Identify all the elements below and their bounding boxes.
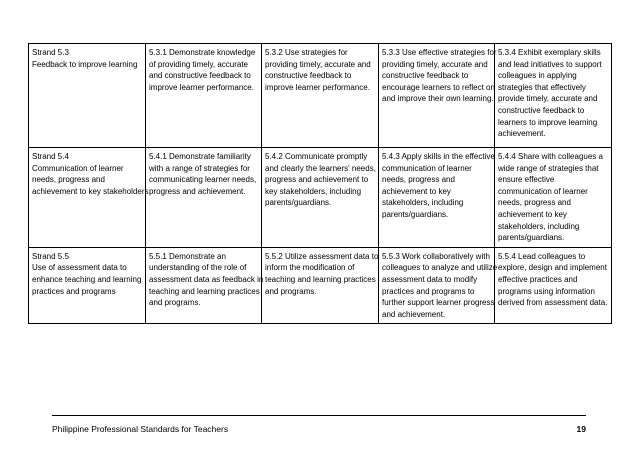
cell-text-line: constructive feedback to bbox=[265, 71, 352, 81]
distinguished-indicator-cell bbox=[495, 148, 612, 248]
cell-text-line: practices and programs bbox=[32, 286, 116, 296]
cell-text-line: Feedback to improve learning bbox=[32, 59, 138, 69]
cell-text-line: 5.5.4 Lead colleagues to bbox=[498, 251, 586, 261]
cell-text-line: with a range of strategies for bbox=[149, 163, 250, 173]
cell-text-line: and lead initiatives to support bbox=[498, 59, 602, 69]
cell-text-line: derived from assessment data. bbox=[498, 298, 608, 308]
distinguished-indicator-cell bbox=[495, 247, 612, 324]
cell-text-line: wide range of strategies that bbox=[498, 163, 599, 173]
cell-text-line: 5.4.1 Demonstrate familiarity bbox=[149, 152, 251, 161]
cell-text-line: of providing timely, accurate bbox=[149, 59, 249, 69]
cell-text-line: understanding of the role of bbox=[149, 263, 247, 273]
cell-text-line: achievement to key stakeholders bbox=[32, 186, 149, 196]
cell-text-line: needs, progress and bbox=[382, 175, 455, 185]
cell-text-line: enhance teaching and learning bbox=[32, 274, 142, 284]
cell-text-line: 5.5.1 Demonstrate an bbox=[149, 251, 226, 261]
cell-text-line: progress and achievement to bbox=[265, 175, 369, 185]
cell-text-line: parents/guardians. bbox=[498, 233, 565, 243]
cell-text-line: assessment data to modify bbox=[382, 274, 478, 284]
cell-text-line: progress and achievement. bbox=[149, 186, 246, 196]
page-footer bbox=[52, 415, 586, 434]
table-row-strand-5-4 bbox=[29, 148, 612, 248]
cell-text-line: assessment data as feedback in bbox=[149, 274, 264, 284]
cell-text-line: Strand 5.3 bbox=[32, 48, 69, 57]
cell-text-line: key stakeholders, including bbox=[265, 186, 362, 196]
cell-text-line: and improve their own learning. bbox=[382, 94, 494, 104]
cell-text-line: and constructive feedback to bbox=[149, 71, 251, 81]
cell-text-line: Use of assessment data to bbox=[32, 263, 127, 273]
cell-text-line: achievement to key bbox=[498, 209, 567, 219]
cell-text-line: constructive feedback to bbox=[498, 105, 585, 115]
cell-text-line: providing timely, accurate and bbox=[382, 59, 488, 69]
cell-text-line: Communication of learner bbox=[32, 163, 124, 173]
highly-proficient-indicator-cell bbox=[379, 148, 495, 248]
footer-page-number: 19 bbox=[576, 424, 586, 434]
cell-text-line: strategies that effectively bbox=[498, 82, 586, 92]
cell-text-line: communication of learner bbox=[498, 186, 588, 196]
cell-text-line: 5.3.2 Use strategies for bbox=[265, 48, 348, 57]
cell-text-line: communicating learner needs, bbox=[149, 175, 257, 185]
cell-text-line: colleagues to analyze and utilize bbox=[382, 263, 498, 273]
cell-text-line: teaching and learning practices bbox=[265, 274, 376, 284]
cell-text-line: 5.4.4 Share with colleagues a bbox=[498, 152, 603, 161]
cell-text-line: and achievement. bbox=[382, 309, 446, 319]
cell-text-line: improve learner performance. bbox=[149, 82, 254, 92]
footer-document-title: Philippine Professional Standards for Teachers bbox=[52, 424, 229, 434]
cell-text-line: and programs. bbox=[149, 298, 201, 308]
strand-cell bbox=[29, 44, 146, 148]
highly-proficient-indicator-cell bbox=[379, 247, 498, 324]
proficient-indicator-cell bbox=[262, 247, 379, 324]
cell-text-line: ensure effective bbox=[498, 175, 555, 185]
cell-text-line: colleagues in applying bbox=[498, 71, 577, 81]
cell-text-line: programs using information bbox=[498, 286, 595, 296]
cell-text-line: learners to improve learning bbox=[498, 117, 598, 127]
beginning-indicator-cell bbox=[146, 247, 262, 324]
cell-text-line: parents/guardians. bbox=[382, 209, 449, 219]
cell-text-line: and programs. bbox=[265, 286, 317, 296]
cell-text-line: 5.3.3 Use effective strategies for bbox=[382, 48, 497, 57]
cell-text-line: Strand 5.4 bbox=[32, 152, 69, 161]
strand-cell bbox=[29, 247, 146, 324]
beginning-indicator-cell bbox=[146, 148, 262, 248]
cell-text-line: providing timely, accurate and bbox=[265, 59, 371, 69]
cell-text-line: explore, design and implement bbox=[498, 263, 607, 273]
beginning-indicator-cell bbox=[146, 44, 262, 148]
cell-text-line: 5.5.2 Utilize assessment data to bbox=[265, 251, 379, 261]
table-row-strand-5-5 bbox=[29, 247, 612, 324]
strand-cell bbox=[29, 148, 149, 248]
cell-text-line: achievement to key bbox=[382, 186, 451, 196]
cell-text-line: needs, progress and bbox=[32, 175, 105, 185]
cell-text-line: provide timely, accurate and bbox=[498, 94, 598, 104]
proficient-indicator-cell bbox=[262, 148, 379, 248]
cell-text-line: 5.4.2 Communicate promptly bbox=[265, 152, 368, 161]
cell-text-line: needs, progress and bbox=[498, 198, 571, 208]
cell-text-line: Strand 5.5 bbox=[32, 251, 69, 261]
cell-text-line: achievement. bbox=[498, 129, 546, 139]
standards-table bbox=[28, 43, 612, 324]
cell-text-line: communication of learner bbox=[382, 163, 472, 173]
cell-text-line: 5.3.4 Exhibit exemplary skills bbox=[498, 48, 601, 57]
cell-text-line: constructive feedback to bbox=[382, 71, 469, 81]
highly-proficient-indicator-cell bbox=[379, 44, 495, 148]
cell-text-line: improve learner performance. bbox=[265, 82, 370, 92]
cell-text-line: further support learner progress bbox=[382, 298, 495, 308]
cell-text-line: and clearly the learners' needs, bbox=[265, 163, 376, 173]
cell-text-line: 5.3.1 Demonstrate knowledge bbox=[149, 48, 256, 57]
cell-text-line: practices and programs to bbox=[382, 286, 475, 296]
cell-text-line: inform the modification of bbox=[265, 263, 355, 273]
cell-text-line: 5.4.3 Apply skills in the effective bbox=[382, 152, 495, 161]
cell-text-line: stakeholders, including bbox=[382, 198, 464, 208]
cell-text-line: encourage learners to reflect on bbox=[382, 82, 495, 92]
proficient-indicator-cell bbox=[262, 44, 379, 148]
cell-text-line: 5.5.3 Work collaboratively with bbox=[382, 251, 490, 261]
table-row-strand-5-3 bbox=[29, 44, 612, 148]
cell-text-line: effective practices and bbox=[498, 274, 578, 284]
distinguished-indicator-cell bbox=[495, 44, 612, 148]
cell-text-line: teaching and learning practices bbox=[149, 286, 260, 296]
cell-text-line: stakeholders, including bbox=[498, 221, 580, 231]
cell-text-line: parents/guardians. bbox=[265, 198, 332, 208]
standards-table-body bbox=[29, 44, 612, 324]
